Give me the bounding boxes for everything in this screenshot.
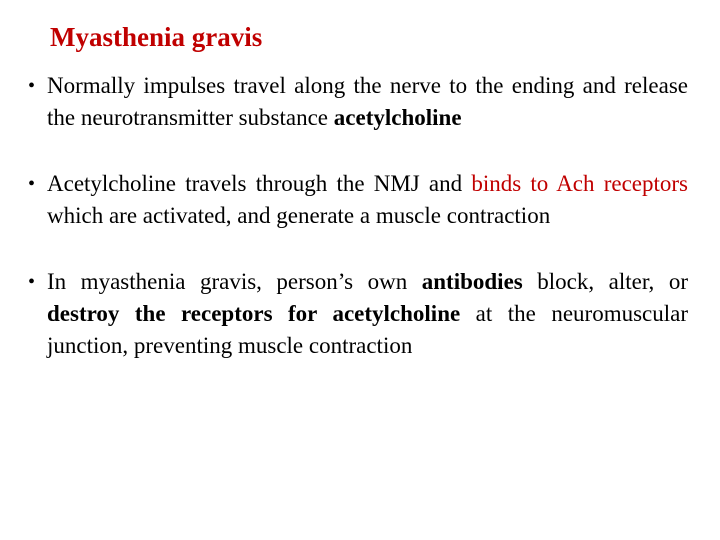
bullet-list [28, 70, 688, 396]
text-run-bold: antibodies [421, 269, 523, 294]
bullet-item [28, 168, 688, 232]
slide-title: Myasthenia gravis [50, 22, 263, 52]
text-run-bold: acetylcholine [333, 105, 462, 130]
text-run-highlight: binds to Ach receptors [471, 171, 688, 196]
text-run: In myasthenia gravis, person’s own [47, 269, 422, 294]
bullet-item [28, 266, 688, 362]
bullet-icon: • [28, 271, 36, 293]
bullet-icon: • [28, 75, 36, 97]
text-run: Normally impulses travel along the nerve to the ending and release the neurotransmitter substance [47, 73, 688, 130]
text-run: block, alter, or [522, 269, 688, 294]
bullet-icon: • [28, 173, 36, 195]
text-run-bold: destroy the receptors for acetylcholine [47, 301, 461, 326]
text-run: which are activated, and generate a muscle contraction [47, 203, 551, 228]
bullet-item [28, 70, 688, 134]
text-run: at the neuromuscular junction, preventing muscle contraction [47, 301, 689, 358]
text-run: Acetylcholine travels through the NMJ and [47, 171, 472, 196]
